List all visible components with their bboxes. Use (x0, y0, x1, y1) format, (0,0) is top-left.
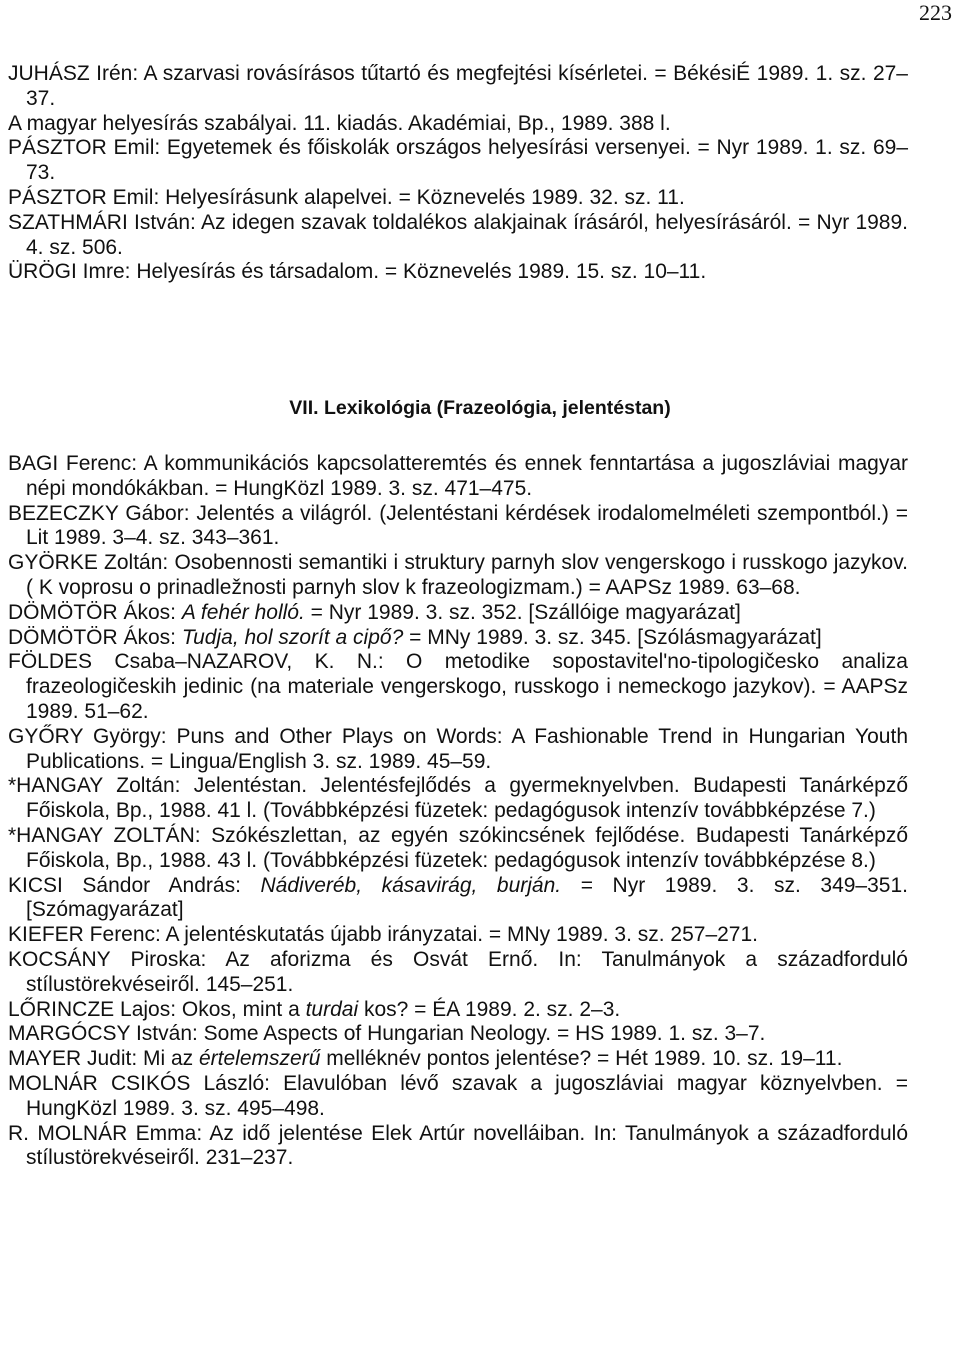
work-title: turdai (305, 997, 359, 1021)
bibliography-entry: DÖMÖTÖR Ákos: A fehér holló. = Nyr 1989. 3. sz. 352. [Szállóige magyarázat] (8, 600, 741, 624)
work-title: A fehér holló. (181, 600, 305, 624)
bibliography-entry: *HANGAY ZOLTÁN: Szókészlettan, az egyén szókincsének fejlődése. Budapesti Tanárképző Főiskola, Bp., 1988. 43 l. (Továbbképzési füzetek: pedagógusok intenzív továbbképzése 8.) (8, 823, 908, 872)
section-heading: VII. Lexikológia (Frazeológia, jelentéstan) (289, 397, 671, 419)
bibliography-entry: GYŐRY György: Puns and Other Plays on Words: A Fashionable Trend in Hungarian Youth Publications. = Lingua/English 3. sz. 1989. 45–59. (8, 724, 908, 773)
bibliography-entry: LŐRINCZE Lajos: Okos, mint a turdai kos? = ÉA 1989. 2. sz. 2–3. (8, 997, 621, 1021)
bibliography-entry: BEZECZKY Gábor: Jelentés a világról. (Jelentéstani kérdések irodalomelméleti szempontból.) = Lit 1989. 3–4. sz. 343–361. (8, 501, 908, 550)
bibliography-entry: ÜRÖGI Imre: Helyesírás és társadalom. = Köznevelés 1989. 15. sz. 10–11. (8, 260, 707, 284)
bibliography-entry: MOLNÁR CSIKÓS László: Elavulóban lévő szavak a jugoszláviai magyar köznyelvben. = HungKözl 1989. 3. sz. 495–498. (8, 1071, 908, 1120)
bibliography-entry: PÁSZTOR Emil: Egyetemek és főiskolák országos helyesírási versenyei. = Nyr 1989. 1. sz. 69–73. (8, 136, 908, 185)
bibliography-entry: GYÖRKE Zoltán: Osobennosti semantiki i struktury parnyh slov vengerskogo i russkogo jazykov. ( K voprosu o prinadležnosti parnyh slov k frazeologizmam.) = AAPSz 1989. 63–68. (8, 551, 908, 599)
work-title: értelemszerű (199, 1047, 321, 1071)
bibliography-entry: *HANGAY Zoltán: Jelentéstan. Jelentésfejlődés a gyermeknyelvben. Budapesti Tanárképző Főiskola, Bp., 1988. 41 l. (Továbbképzési füzetek: pedagógusok intenzív továbbképzése 7.) (8, 774, 908, 823)
bibliography-entry: FÖLDES Csaba–NAZAROV, K. N.: O metodike sopostavitel'no-tipologičesko analiza frazeologičeskih jedinic (na materiale vengerskogo, russkogo i nemeckogo jazykov). = AAPSz 1989. 51–62. (8, 650, 908, 723)
work-title: Tudja, hol szorít a cipő? (181, 625, 404, 649)
bibliography-entry: KIEFER Ferenc: A jelentéskutatás újabb irányzatai. = MNy 1989. 3. sz. 257–271. (8, 923, 759, 947)
bibliography-entry: BAGI Ferenc: A kommunikációs kapcsolatteremtés és ennek fenntartása a jugoszláviai magyar népi mondókákban. = HungKözl 1989. 3. sz. 471–475. (8, 452, 908, 500)
spelling-bibliography (8, 62, 908, 285)
page-number: 223 (919, 0, 952, 25)
bibliography-entry: JUHÁSZ Irén: A szarvasi rovásírásos tűtartó és megfejtési kísérletei. = BékésiÉ 1989. 1. sz. 27–37. (8, 62, 908, 110)
lexicology-bibliography (8, 452, 908, 1171)
bibliography-entry: KOCSÁNY Piroska: Az aforizma és Osvát Ernő. In: Tanulmányok a századforduló stílustörekvéseiről. 145–251. (8, 947, 908, 996)
bibliography-entry: MARGÓCSY István: Some Aspects of Hungarian Neology. = HS 1989. 1. sz. 3–7. (8, 1022, 766, 1046)
bibliography-entry: DÖMÖTÖR Ákos: Tudja, hol szorít a cipő? = MNy 1989. 3. sz. 345. [Szólásmagyarázat] (8, 625, 822, 649)
bibliography-entry: R. MOLNÁR Emma: Az idő jelentése Elek Artúr novelláiban. In: Tanulmányok a századforduló stílustörekvéseiről. 231–237. (8, 1121, 908, 1170)
bibliography-entry: SZATHMÁRI István: Az idegen szavak toldalékos alakjainak írásáról, helyesírásáról. = Nyr 1989. 4. sz. 506. (8, 210, 908, 259)
bibliography-entry: PÁSZTOR Emil: Helyesírásunk alapelvei. = Köznevelés 1989. 32. sz. 11. (8, 185, 685, 209)
bibliography-entry: MAYER Judit: Mi az értelemszerű melléknév pontos jelentése? = Hét 1989. 10. sz. 19–11. (8, 1047, 843, 1071)
work-title: Nádiveréb, kásavirág, burján. (260, 873, 562, 897)
bibliography-entry: A magyar helyesírás szabályai. 11. kiadás. Akadémiai, Bp., 1989. 388 l. (8, 111, 671, 135)
bibliography-entry: KICSI Sándor András: Nádiveréb, kásavirág, burján. = Nyr 1989. 3. sz. 349–351. [Szómagyarázat] (8, 873, 908, 922)
